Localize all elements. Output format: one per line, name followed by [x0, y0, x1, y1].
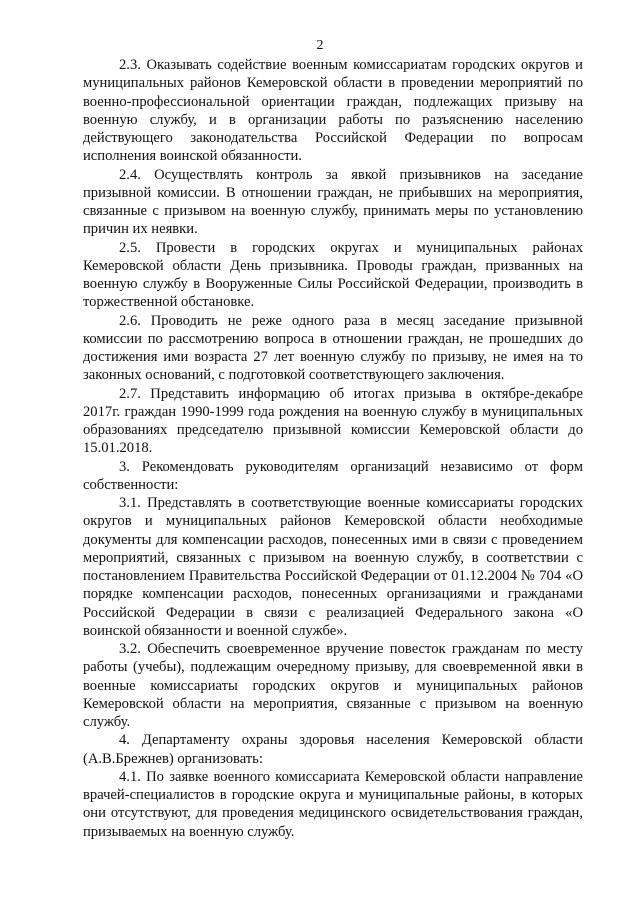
- paragraph-2-3: 2.3. Оказывать содействие военным комиссариатам городских округов и муниципальных районов Кемеровской области в проведении мероприятий по военно-профессиональной ориентации граждан, подлежащих призыву на военную службу, и в организации работы по разъяснению населению действующего законодательства Российской Федерации по вопросам исполнения воинской обязанности.: [83, 57, 583, 165]
- paragraph-3: 3. Рекомендовать руководителям организаций независимо от форм собственности:: [83, 458, 583, 493]
- document-body: [83, 56, 583, 841]
- paragraph-4-1: 4.1. По заявке военного комиссариата Кемеровской области направление врачей-специалистов в городские округа и муниципальные районы, в которых они отсутствуют, для проведения медицинского освидетельствования граждан, призываемых на военную службу.: [83, 768, 583, 840]
- paragraph-3-2: 3.2. Обеспечить своевременное вручение повесток гражданам по месту работы (учебы), подлежащим очередному призыву, для своевременной явки в военные комиссариаты городских округов и муниципальных районов Кемеровской области на мероприятия, связанные с призывом на военную службу.: [83, 641, 583, 730]
- paragraph-4: 4. Департаменту охраны здоровья населения Кемеровской области (А.В.Брежнев) организовать:: [83, 732, 583, 767]
- paragraph-2-5: 2.5. Провести в городских округах и муниципальных районах Кемеровской области День призывника. Проводы граждан, призванных на военную службу в Вооруженные Силы Российской Федерации, производить в торжественной обстановке.: [83, 239, 583, 311]
- paragraph-2-7: 2.7. Представить информацию об итогах призыва в октябре-декабре 2017г. граждан 1990-1999 года рождения на военную службу в муниципальных образованиях председателю призывной комиссии Кемеровской области до 15.01.2018.: [83, 385, 583, 457]
- paragraph-3-1: 3.1. Представлять в соответствующие военные комиссариаты городских округов и муниципальных районов Кемеровской области необходимые документы для компенсации расходов, понесенных ими в связи с проведением мероприятий, связанных с призывом на военную службу, в соответствии с постановлением Правительства Российской Федерации от 01.12.2004 № 704 «О порядке компенсации расходов, понесенных организациями и гражданами Российской Федерации в связи с реализацией Федерального закона «О воинской обязанности и военной службе».: [83, 495, 583, 639]
- paragraph-2-4: 2.4. Осуществлять контроль за явкой призывников на заседание призывной комиссии. В отношении граждан, не прибывших на мероприятия, связанные с призывом на военную службу, принимать меры по установлению причин их неявки.: [83, 166, 583, 238]
- page-number: 2: [316, 38, 324, 53]
- paragraph-2-6: 2.6. Проводить не реже одного раза в месяц заседание призывной комиссии по рассмотрению вопроса в отношении граждан, не прошедших до достижения ими возраста 27 лет военную службу по призыву, не имея на то законных оснований, с подготовкой соответствующего заключения.: [83, 312, 583, 384]
